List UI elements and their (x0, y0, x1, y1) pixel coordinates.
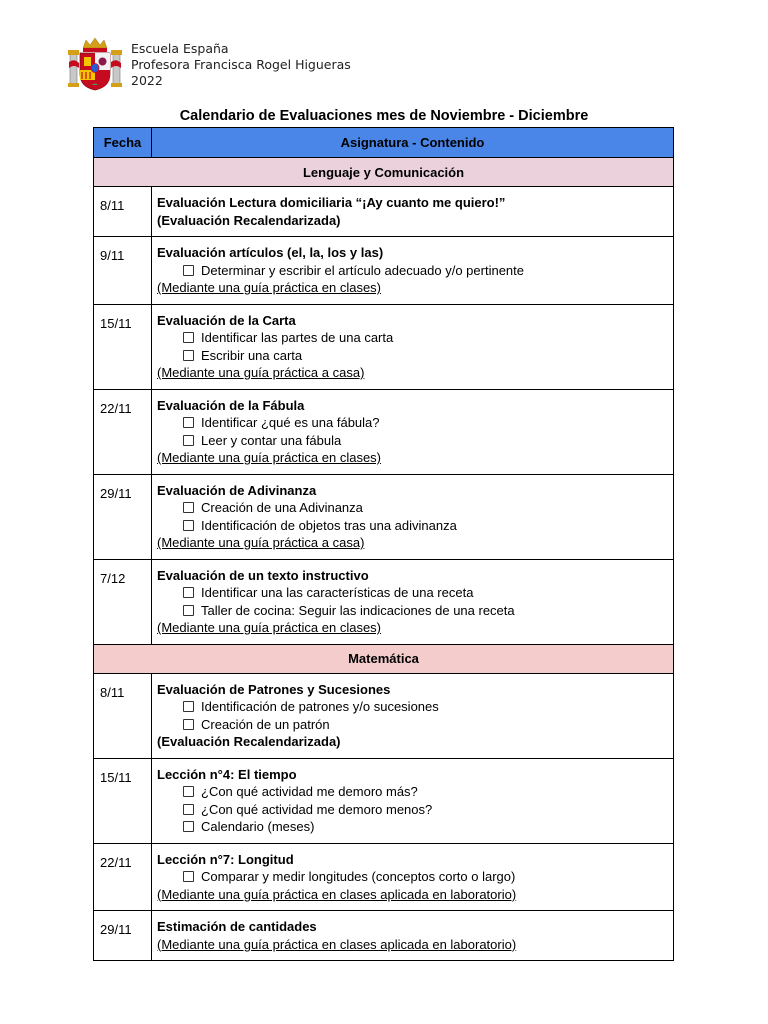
evaluation-content (152, 559, 674, 644)
checkbox-icon[interactable] (183, 786, 194, 797)
evaluation-content (152, 304, 674, 389)
checklist-item (157, 868, 668, 886)
checkbox-icon[interactable] (183, 719, 194, 730)
method-note: (Mediante una guía práctica en clases) (157, 620, 382, 635)
method-note: (Mediante una guía práctica a casa) (157, 535, 365, 550)
method-note: (Mediante una guía práctica en clases) (157, 450, 382, 465)
table-row (94, 911, 674, 961)
evaluation-title: Evaluación de la Carta (157, 312, 296, 328)
evaluation-content (152, 843, 674, 911)
table-row (94, 187, 674, 237)
evaluation-content (152, 758, 674, 843)
checkbox-icon[interactable] (183, 417, 194, 428)
checklist-item-label: Calendario (meses) (201, 819, 315, 834)
checklist-item (157, 602, 668, 620)
checkbox-icon[interactable] (183, 605, 194, 616)
table-row (94, 559, 674, 644)
checklist-item-label: Comparar y medir longitudes (conceptos corto o largo) (201, 869, 516, 884)
section-row (94, 158, 674, 187)
checklist-item (157, 432, 668, 450)
checkbox-icon[interactable] (183, 701, 194, 712)
checkbox-icon[interactable] (183, 871, 194, 882)
checklist-item-label: ¿Con qué actividad me demoro más? (201, 784, 418, 799)
evaluation-date: 7/12 (94, 559, 152, 644)
evaluation-date: 29/11 (94, 474, 152, 559)
table-header-row (94, 128, 674, 158)
checkbox-icon[interactable] (183, 520, 194, 531)
checkbox-icon[interactable] (183, 435, 194, 446)
evaluation-date: 8/11 (94, 673, 152, 758)
evaluation-date: 22/11 (94, 843, 152, 911)
column-header-subject: Asignatura - Contenido (152, 128, 674, 158)
teacher-name: Profesora Francisca Rogel Higueras (131, 57, 351, 72)
checklist-item-label: Identificación de objetos tras una adivinanza (201, 517, 457, 533)
evaluation-title: Evaluación Lectura domiciliaria “¡Ay cuanto me quiero!” (157, 195, 506, 210)
method-note: (Mediante una guía práctica a casa) (157, 365, 365, 380)
checklist-item-label: Identificar una las características de una receta (201, 585, 474, 600)
checkbox-icon[interactable] (183, 804, 194, 815)
checkbox-icon[interactable] (183, 350, 194, 361)
table-row (94, 474, 674, 559)
checklist-item (157, 698, 668, 716)
table-row (94, 304, 674, 389)
evaluation-date: 29/11 (94, 911, 152, 961)
page-header (68, 36, 351, 92)
school-info (131, 41, 351, 89)
evaluation-title: Evaluación de un texto instructivo (157, 567, 369, 583)
checklist-item-label: Creación de un patrón (201, 716, 330, 732)
table-row (94, 843, 674, 911)
school-name: Escuela España (131, 41, 229, 56)
checkbox-icon[interactable] (183, 587, 194, 598)
evaluation-content (152, 187, 674, 237)
evaluation-title: Lección n°7: Longitud (157, 851, 294, 867)
school-year: 2022 (131, 73, 163, 88)
evaluation-title: Evaluación de Adivinanza (157, 482, 317, 498)
page-title: Calendario de Evaluaciones mes de Noviembre - Diciembre (179, 108, 589, 124)
checklist-item-label: Determinar y escribir el artículo adecuado y/o pertinente (201, 262, 524, 278)
evaluation-date: 8/11 (94, 187, 152, 237)
checkbox-icon[interactable] (183, 502, 194, 513)
checklist-item-label: Identificación de patrones y/o sucesiones (201, 699, 439, 714)
evaluation-title: Evaluación de Patrones y Sucesiones (157, 681, 391, 697)
checklist-item (157, 329, 668, 347)
checklist-item-label: ¿Con qué actividad me demoro menos? (201, 801, 433, 817)
checklist-item (157, 262, 668, 280)
checklist-item-label: Leer y contar una fábula (201, 432, 342, 448)
evaluation-title: Evaluación de la Fábula (157, 397, 305, 413)
table-row (94, 758, 674, 843)
evaluation-content (152, 474, 674, 559)
checklist-item (157, 818, 668, 836)
evaluation-date: 22/11 (94, 389, 152, 474)
method-note: (Mediante una guía práctica en clases) (157, 280, 382, 295)
spain-coat-of-arms-icon (68, 36, 122, 92)
checklist-item (157, 414, 668, 432)
checklist-item (157, 517, 668, 535)
evaluation-content (152, 237, 674, 305)
evaluation-content (152, 673, 674, 758)
evaluation-date: 9/11 (94, 237, 152, 305)
table-body (94, 158, 674, 961)
section-title: Matemática (94, 644, 674, 673)
evaluation-title: Estimación de cantidades (157, 919, 317, 934)
checklist-item-label: Escribir una carta (201, 347, 303, 363)
evaluation-date: 15/11 (94, 304, 152, 389)
checklist-item (157, 716, 668, 734)
column-header-date: Fecha (94, 128, 152, 158)
checkbox-icon[interactable] (183, 821, 194, 832)
checkbox-icon[interactable] (183, 332, 194, 343)
checklist-item-label: Identificar ¿qué es una fábula? (201, 415, 380, 430)
rescheduled-note: (Evaluación Recalendarizada) (157, 734, 341, 749)
method-note: (Mediante una guía práctica en clases aplicada en laboratorio) (157, 936, 517, 952)
checklist-item-label: Taller de cocina: Seguir las indicaciones de una receta (201, 602, 515, 618)
table-row (94, 673, 674, 758)
section-title: Lenguaje y Comunicación (94, 158, 674, 187)
checklist-item-label: Creación de una Adivinanza (201, 500, 363, 515)
table-row (94, 389, 674, 474)
checklist-item (157, 584, 668, 602)
evaluation-content (152, 389, 674, 474)
checklist-item (157, 347, 668, 365)
checkbox-icon[interactable] (183, 265, 194, 276)
table-row (94, 237, 674, 305)
checklist-item (157, 783, 668, 801)
checklist-item (157, 499, 668, 517)
checklist-item-label: Identificar las partes de una carta (201, 330, 394, 345)
evaluation-date: 15/11 (94, 758, 152, 843)
section-row (94, 644, 674, 673)
evaluation-title: Evaluación artículos (el, la, los y las) (157, 245, 384, 260)
method-note: (Mediante una guía práctica en clases aplicada en laboratorio) (157, 886, 517, 902)
evaluation-content (152, 911, 674, 961)
checklist-item (157, 801, 668, 819)
evaluation-table (93, 127, 674, 961)
evaluation-title: Lección n°4: El tiempo (157, 766, 297, 782)
rescheduled-note: (Evaluación Recalendarizada) (157, 212, 341, 228)
